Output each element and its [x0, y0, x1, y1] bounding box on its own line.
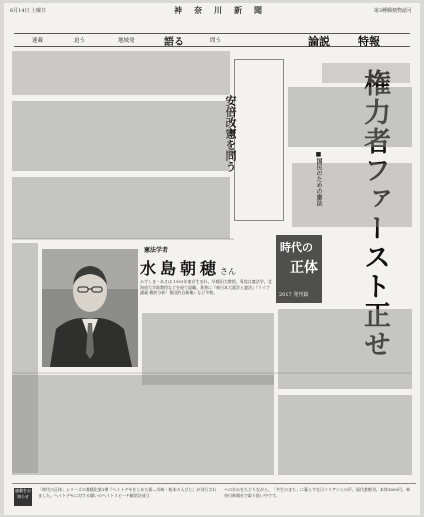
- nav-item-series: 連載: [32, 38, 44, 44]
- series-line2: 正体: [290, 260, 318, 276]
- section-tag-editorial: 論説: [308, 35, 330, 48]
- nav-item-talk: 語る: [164, 37, 184, 48]
- header-date: 6月14日 土曜日: [10, 8, 47, 14]
- section-label: ■国民のための憲法: [315, 151, 322, 206]
- honorific: さん: [220, 267, 237, 276]
- nav-item-chase: 迫う: [74, 38, 86, 44]
- series-label: 2017 発刊篇: [279, 292, 309, 298]
- headline: 権力者ファースト正せ: [359, 69, 390, 359]
- footer-notice: [12, 483, 416, 512]
- postal-note: 第3種郵便物認可: [373, 8, 412, 14]
- interviewee-name-text: 水島朝穂: [140, 259, 221, 278]
- footer-text-left: 「時代の正体」シリーズの書籍化第3弾『ヘイトデモをとめた街―川崎・桜本の人びと』が刊行されました。ヘイトデモに対する闘いのヘイトスピーチ解消法成立: [38, 487, 217, 498]
- column-text-blocks: [4, 3, 420, 515]
- nav-item-local: 地域発: [118, 38, 135, 44]
- nav-item-question: 問う: [210, 38, 222, 44]
- section-tag-special: 特報: [358, 35, 380, 48]
- series-line1: 時代の: [280, 241, 313, 254]
- interviewee-role: 憲法学者: [144, 247, 169, 254]
- interviewee-bio: みずしま・あさほ 1953年東京生まれ。早稲田大教授。専攻は憲法学。北海道大学助教授などを経て現職。著書に『東日本大震災と憲法』『ライブ講義 徹底分析！集団的自衛権』など多数。: [140, 279, 272, 295]
- newspaper-name: 神 奈 川 新 聞: [174, 5, 264, 15]
- subhead: 安倍改憲を問う: [224, 95, 237, 172]
- footer-text-right: への歩みをたどりながら、「共生のまち」に暮らす在日コリアンらの声。現代書館刊。本体1600円。神奈川新聞社で取り扱い中です。: [224, 487, 411, 498]
- footer-badge: 連載をお知らせ: [14, 488, 32, 506]
- newspaper-page: [4, 3, 420, 515]
